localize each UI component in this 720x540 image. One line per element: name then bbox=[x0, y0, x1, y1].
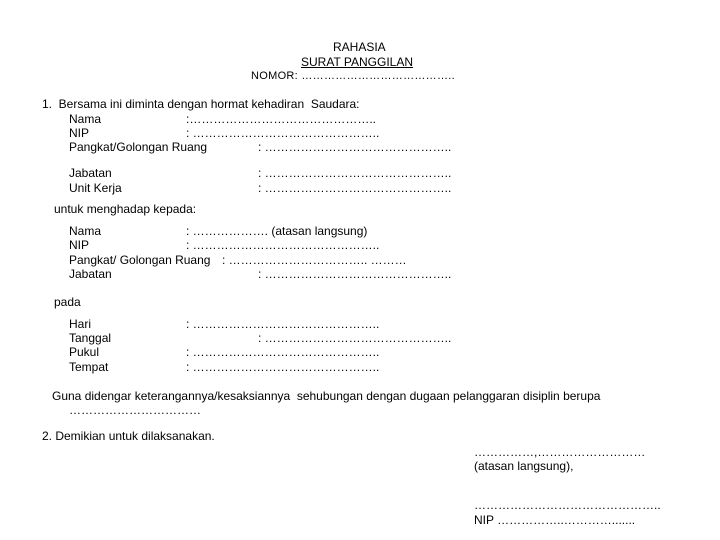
menghadap-intro: untuk menghadap kepada: bbox=[54, 202, 197, 216]
menghadap-label-jabatan: Jabatan bbox=[69, 267, 112, 281]
signature-role: (atasan langsung), bbox=[474, 459, 574, 473]
pada-label-tempat: Tempat bbox=[69, 360, 109, 374]
classification-label: RAHASIA bbox=[333, 40, 386, 54]
menghadap-value-nama: : ………………. (atasan langsung) bbox=[186, 224, 368, 238]
guna-text-line2: …………………………… bbox=[69, 403, 201, 417]
signature-nip: NIP ……………..…………....... bbox=[474, 513, 636, 527]
field-value-unit-kerja: : ……………………………………….. bbox=[258, 181, 452, 195]
field-value-jabatan: : ……………………………………….. bbox=[258, 166, 452, 180]
menghadap-value-pangkat: : …………………………….. ……… bbox=[222, 253, 407, 267]
pada-value-tempat: : ……………………………………….. bbox=[186, 360, 380, 374]
field-value-nip: : ……………………………………….. bbox=[186, 126, 380, 140]
menghadap-label-pangkat: Pangkat/ Golongan Ruang bbox=[69, 253, 211, 267]
pada-value-tanggal: : ……………………………………….. bbox=[258, 331, 452, 345]
section-2-text: 2. Demikian untuk dilaksanakan. bbox=[42, 429, 215, 443]
menghadap-value-jabatan: : ……………………………………….. bbox=[258, 267, 452, 281]
pada-value-pukul: : ……………………………………….. bbox=[186, 345, 380, 359]
menghadap-value-nip: : ……………………………………….. bbox=[186, 238, 380, 252]
field-label-nama: Nama bbox=[69, 112, 102, 126]
pada-value-hari: : ……………………………………….. bbox=[186, 317, 380, 331]
guna-text-line1: Guna didengar keterangannya/kesaksiannya sehubungan dengan dugaan pelanggaran disiplin berupa bbox=[52, 389, 601, 403]
pada-intro: pada bbox=[54, 295, 81, 309]
pada-label-pukul: Pukul bbox=[69, 345, 100, 359]
field-label-jabatan: Jabatan bbox=[69, 166, 112, 180]
field-value-pangkat: : ……………………………………….. bbox=[258, 140, 452, 154]
field-label-unit-kerja: Unit Kerja bbox=[69, 181, 122, 195]
field-label-pangkat: Pangkat/Golongan Ruang bbox=[69, 140, 208, 154]
signature-name-line: ……………………………………….. bbox=[474, 498, 661, 512]
field-label-nip: NIP bbox=[69, 126, 90, 140]
pada-label-hari: Hari bbox=[69, 317, 92, 331]
document-number: NOMOR: ………………………………….. bbox=[251, 70, 455, 82]
menghadap-label-nama: Nama bbox=[69, 224, 102, 238]
menghadap-label-nip: NIP bbox=[69, 238, 90, 252]
section-1-intro: 1. Bersama ini diminta dengan hormat kehadiran Saudara: bbox=[42, 97, 360, 111]
field-value-nama: :……………………………………….. bbox=[186, 112, 377, 126]
pada-label-tanggal: Tanggal bbox=[69, 331, 112, 345]
document-title: SURAT PANGGILAN bbox=[301, 55, 414, 69]
signature-place-date: ……………,……………………… bbox=[474, 445, 646, 459]
